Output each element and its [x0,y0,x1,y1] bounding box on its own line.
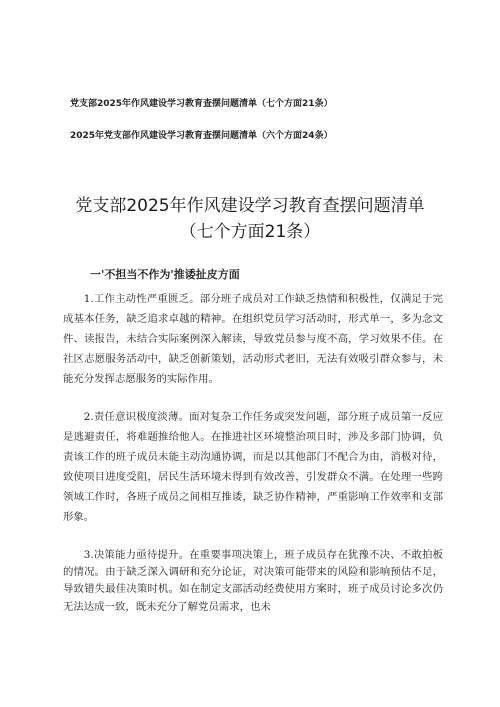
toc-entry-1[interactable]: 党支部2025年作风建设学习教育查摆问题清单（七个方面21条） [70,99,333,109]
document-title: 党支部2025年作风建设学习教育查摆问题清单（七个方面21条） [75,196,425,242]
paragraph-3: 3.决策能力亟待提升。在重要事项决策上，班子成员存在犹豫不决、不敢拍板的情况。由于缺乏深入调研和充分论证，对决策可能带来的风险和影响预估不足，导致错失最佳决策时机。如在制定支部活动经费使用方案时，班子成员讨论多次仍无法达成一致，既未充分了解党员需求，也未 [63,549,443,613]
paragraph-1: 1.工作主动性严重匮乏。部分班子成员对工作缺乏热情和积极性，仅满足于完成基本任务，缺乏追求卓越的精神。在组织党员学习活动时，形式单一，多为念文件、读报告，未结合实际案例深入解读，导致党员参与度不高，学习效果不佳。在社区志愿服务活动中，缺乏创新策划，活动形式老旧，无法有效吸引群众参与，未能充分发挥志愿服务的实际作用。 [63,293,443,385]
section-heading: 一'不担当不作为'推诿扯皮方面 [90,268,240,281]
toc-entry-2[interactable]: 2025年党支部作风建设学习教育查摆问题清单（六个方面24条） [70,131,333,141]
paragraph-2: 2.责任意识极度淡薄。面对复杂工作任务或突发问题，部分班子成员第一反应是逃避责任，将难题推给他人。在推进社区环境整治项目时，涉及多部门协调，负责该工作的班子成员未能主动沟通协调，而是以其他部门不配合为由，消极对待，致使项目进度受阻，居民生活环境未得到有效改善，引发群众不满。在处理一些跨领域工作时，各班子成员之间相互推诿，缺乏协作精神，严重影响工作效率和支部形象。 [63,411,443,523]
